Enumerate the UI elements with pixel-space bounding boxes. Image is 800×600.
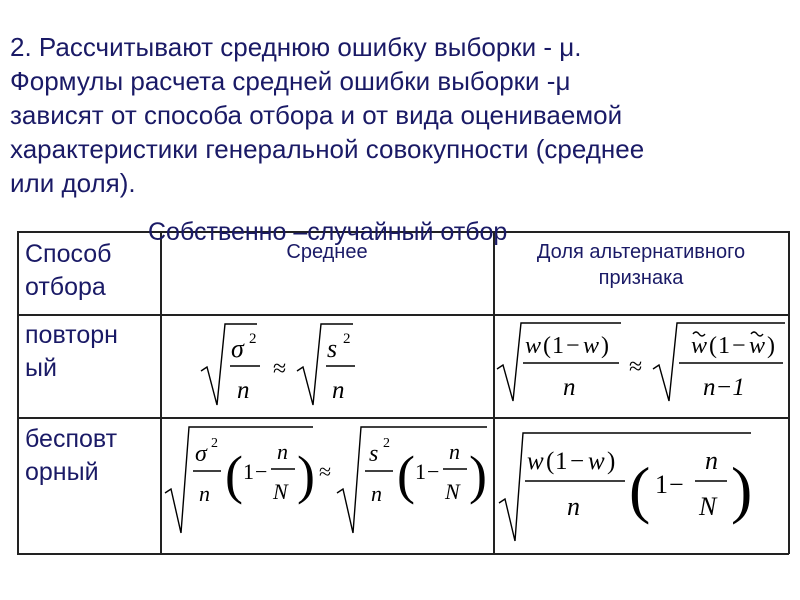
svg-text:w: w [749,333,766,359]
svg-text:s: s [369,441,379,467]
svg-text:): ) [601,333,609,359]
svg-text:2: 2 [211,436,218,451]
svg-text:n: n [563,374,576,401]
svg-text:): ) [767,333,775,359]
svg-text:1: 1 [555,448,568,475]
svg-text:1: 1 [415,459,426,484]
formula-share-repeated [495,319,787,411]
svg-text:−: − [732,333,746,359]
row-label-line: ый [25,354,57,382]
svg-text:(: ( [546,448,555,475]
svg-text:n: n [705,446,718,475]
intro-line: 2. Рассчитывают среднюю ошибку выборки - μ. [10,32,582,62]
intro-line: или доля). [10,168,136,198]
svg-text:): ) [469,445,487,505]
svg-text:1: 1 [655,470,668,499]
header-share-line: Доля альтернативного [536,241,746,263]
svg-text:−: − [566,333,580,359]
formula-mean-repeated [197,319,377,411]
row-label-repeated [25,319,118,385]
svg-text:−: − [255,459,268,484]
svg-text:≈: ≈ [273,356,287,382]
table-border [788,231,790,554]
header-method [25,238,112,304]
svg-text:n: n [199,481,210,506]
svg-text:w: w [691,333,708,359]
svg-text:w: w [525,333,542,359]
intro-line: зависят от способа отбора и от вида оцениваемой [10,100,623,130]
table-subtitle: Собственно –случайный отбор [148,218,508,246]
header-share [494,239,788,291]
table-border [17,417,789,419]
svg-text:): ) [297,445,315,505]
svg-text:σ: σ [231,334,244,363]
svg-text:≈: ≈ [319,459,332,484]
svg-text:s: s [327,334,338,363]
row-label-line: бесповт [25,425,118,453]
svg-text:n: n [371,481,382,506]
formula-mean-nonrepeated [161,423,493,551]
svg-text:σ: σ [195,441,207,467]
svg-text:2: 2 [383,436,390,451]
svg-text:(: ( [629,454,651,525]
table-border [17,553,789,555]
svg-text:(: ( [709,333,717,359]
svg-text:(: ( [543,333,551,359]
svg-text:1: 1 [718,333,730,359]
svg-text:−: − [570,448,585,475]
svg-text:N: N [445,479,460,504]
header-method-line: Способ [25,240,112,268]
svg-text:N: N [699,492,717,521]
formula-share-nonrepeated [495,423,787,551]
row-label-line: повторн [25,321,118,349]
svg-text:w: w [583,333,600,359]
table-border [17,231,19,554]
header-mean: Среднее [286,241,368,263]
header-method-line: отбора [25,273,106,301]
svg-text:≈: ≈ [629,354,643,380]
formula-table [17,231,789,554]
intro-paragraph [10,30,795,200]
svg-text:): ) [731,454,753,525]
svg-text:(: ( [225,445,243,505]
svg-text:1: 1 [243,459,254,484]
svg-text:n: n [277,439,288,464]
header-share-line: признака [598,267,684,289]
svg-text:n: n [332,377,345,404]
svg-text:(: ( [397,445,415,505]
intro-line: характеристики генеральной совокупности (среднее [10,134,645,164]
svg-text:w: w [588,448,605,475]
table-border [17,314,789,316]
row-label-nonrepeated [25,423,117,489]
svg-text:n: n [237,377,250,404]
svg-text:2: 2 [343,331,351,347]
svg-text:n−1: n−1 [703,374,745,401]
svg-text:2: 2 [249,331,257,347]
intro-line: Формулы расчета средней ошибки выборки -μ [10,66,571,96]
svg-text:1: 1 [552,333,564,359]
svg-text:n: n [449,439,460,464]
svg-text:N: N [273,479,288,504]
svg-text:w: w [527,448,544,475]
svg-text:n: n [567,492,580,521]
row-label-line: орный [25,458,99,486]
svg-text:−: − [427,459,440,484]
svg-text:): ) [607,448,616,475]
svg-text:−: − [669,470,684,499]
